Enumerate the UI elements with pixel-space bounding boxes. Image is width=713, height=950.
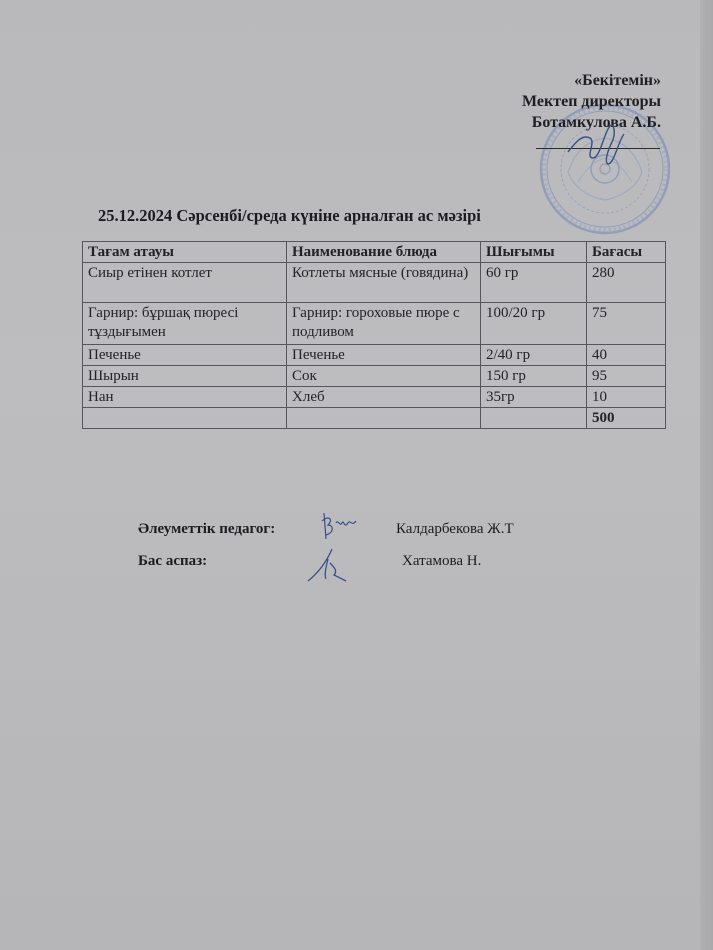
cell-yield: 2/40 гр	[481, 345, 587, 366]
signer-name: Калдарбекова Ж.Т	[396, 521, 514, 537]
director-signature-icon	[560, 112, 640, 172]
table-header-row	[83, 242, 666, 263]
cell-yield: 35гр	[481, 387, 587, 408]
table-row	[83, 345, 666, 366]
cell-yield: 150 гр	[481, 366, 587, 387]
cell-price: 95	[587, 366, 666, 387]
header-rus-name: Наименование блюда	[287, 242, 481, 263]
cell-total-price: 500	[587, 408, 666, 429]
approval-heading: «Бекітемін»	[574, 72, 661, 89]
table-total-row	[83, 408, 666, 429]
table-row	[83, 263, 666, 303]
table-row	[83, 366, 666, 387]
signer-role: Әлеуметтік педагог:	[138, 521, 276, 537]
cell-empty	[83, 408, 287, 429]
cell-rus-name: Котлеты мясные (говядина)	[287, 263, 481, 303]
cell-price: 10	[587, 387, 666, 408]
signer-name: Хатамова Н.	[402, 553, 482, 569]
approval-position: Мектеп директоры	[522, 93, 661, 110]
header-yield: Шығымы	[481, 242, 587, 263]
menu-table	[82, 241, 666, 429]
signer-role: Бас аспаз:	[138, 553, 208, 569]
cell-rus-name: Гарнир: гороховые пюре с подливом	[287, 303, 481, 345]
cell-kaz-name: Печенье	[83, 345, 287, 366]
header-kaz-name: Тағам атауы	[83, 242, 287, 263]
table-row	[83, 303, 666, 345]
cell-kaz-name: Нан	[83, 387, 287, 408]
cell-kaz-name: Шырын	[83, 366, 287, 387]
cell-rus-name: Сок	[287, 366, 481, 387]
cell-rus-name: Печенье	[287, 345, 481, 366]
cell-kaz-name: Сиыр етінен котлет	[83, 263, 287, 303]
cell-yield: 60 гр	[481, 263, 587, 303]
cell-yield: 100/20 гр	[481, 303, 587, 345]
cell-price: 280	[587, 263, 666, 303]
cell-price: 75	[587, 303, 666, 345]
cell-empty	[481, 408, 587, 429]
table-row	[83, 387, 666, 408]
cell-empty	[287, 408, 481, 429]
cell-rus-name: Хлеб	[287, 387, 481, 408]
header-price: Бағасы	[587, 242, 666, 263]
page-edge	[700, 0, 713, 950]
cell-kaz-name: Гарнир: бұршақ пюресі тұздығымен	[83, 303, 287, 345]
menu-title: 25.12.2024 Сәрсенбі/среда күніне арналған ас мәзірі	[98, 206, 481, 225]
signature-icon	[318, 509, 362, 545]
cell-price: 40	[587, 345, 666, 366]
signature-icon	[304, 545, 348, 585]
approval-director-name: Ботамкулова А.Б.	[531, 114, 661, 131]
